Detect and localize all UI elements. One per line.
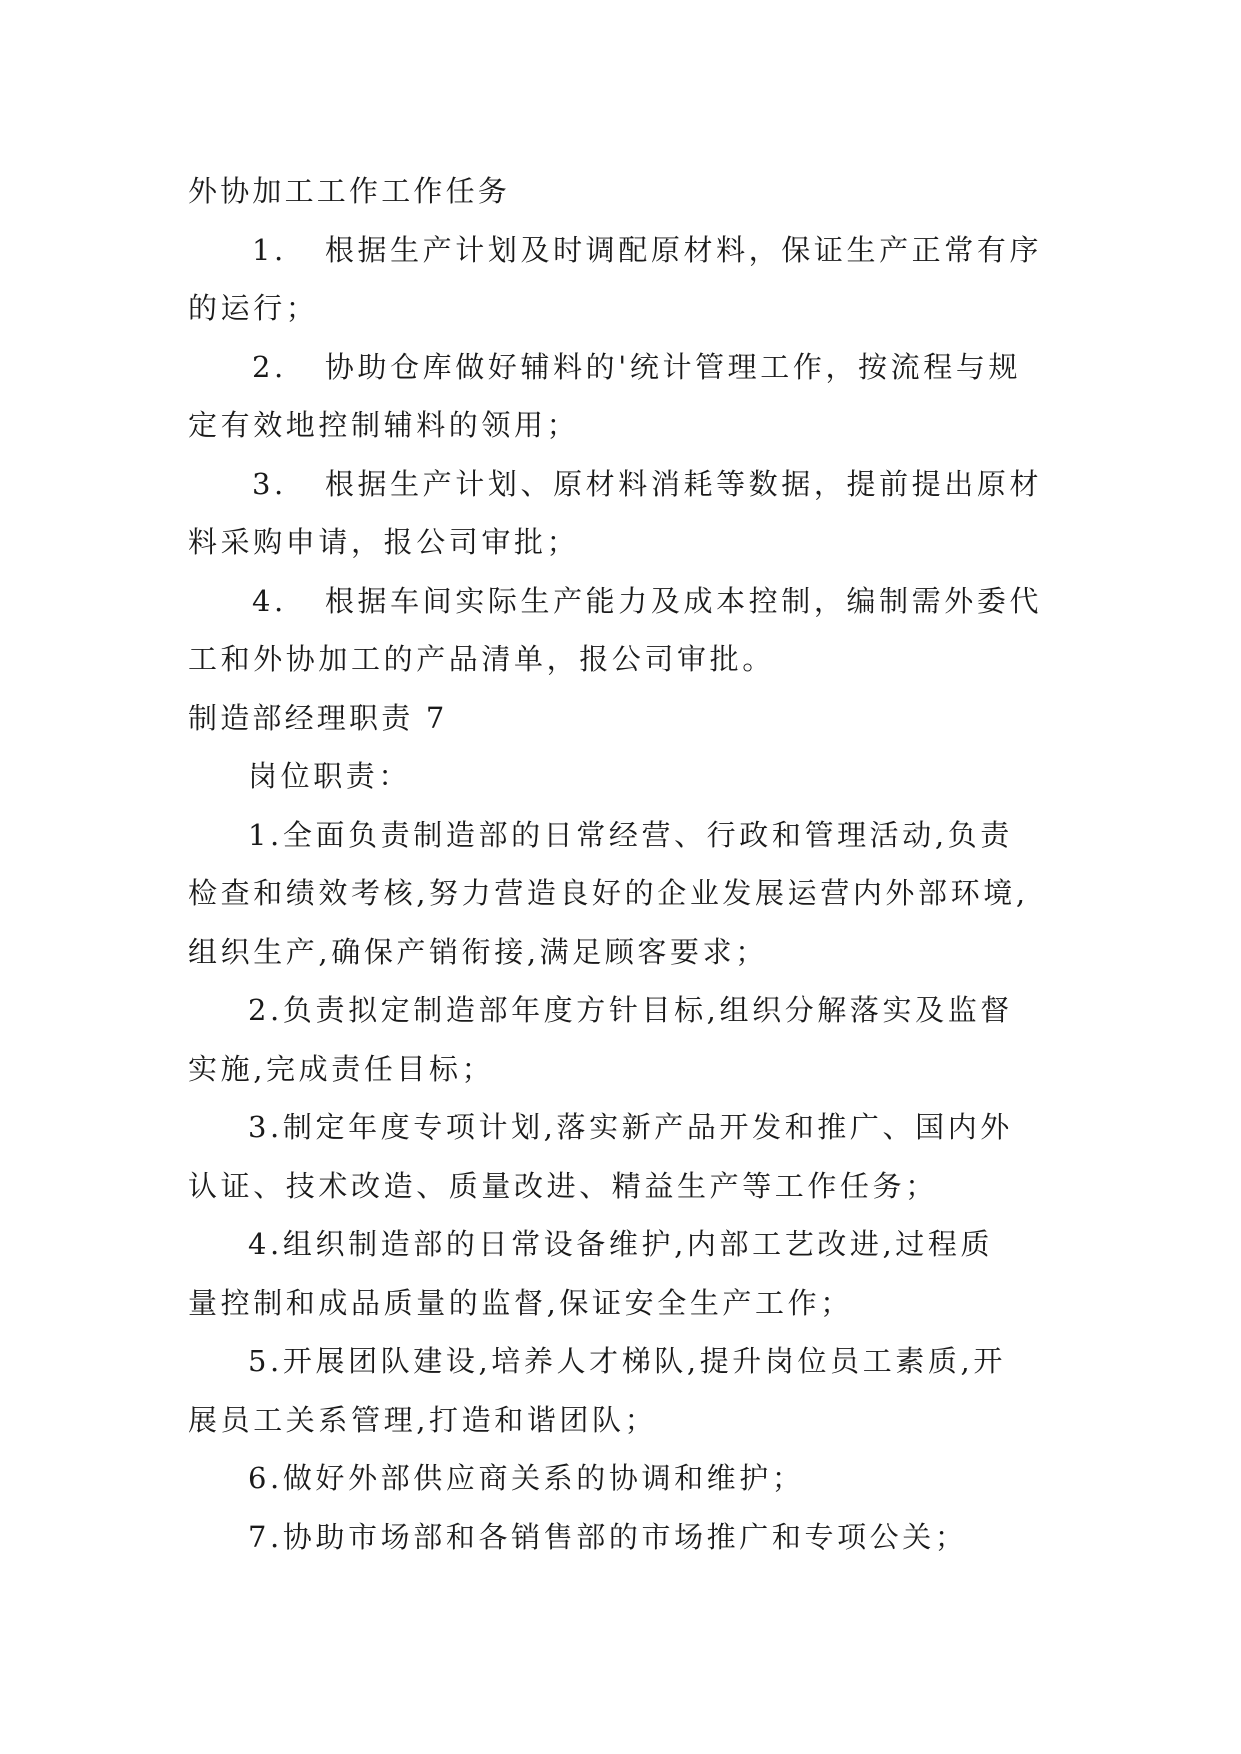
- duty-item-line: 检查和绩效考核,努力营造良好的企业发展运营内外部环境,: [188, 876, 1029, 910]
- list-item: [188, 338, 1058, 397]
- duty-item-line: 量控制和成品质量的监督,保证安全生产工作；: [188, 1285, 853, 1320]
- item-continuation: 的运行；: [188, 291, 319, 325]
- list-item: [188, 572, 1058, 631]
- document-body: [188, 162, 1058, 1566]
- item-text: 根据生产计划、原材料消耗等数据，提前提出原材: [324, 466, 1043, 501]
- duty-item-line: 4.组织制造部的日常设备维护,内部工艺改进,过程质: [248, 1227, 994, 1261]
- section-title: 外协加工工作工作任务: [188, 174, 511, 208]
- duty-item-line: 7.协助市场部和各销售部的市场推广和专项公关；: [248, 1519, 968, 1554]
- section-title: 制造部经理职责 7: [188, 700, 448, 735]
- item-continuation: 工和外协加工的产品清单，报公司审批。: [188, 642, 775, 676]
- duty-item-line: 2.负责拟定制造部年度方针目标,组织分解落实及监督: [248, 993, 1013, 1027]
- duty-item-line: 组织生产,确保产销衔接,满足顾客要求；: [188, 934, 768, 969]
- item-continuation: 料采购申请，报公司审批；: [188, 525, 580, 559]
- item-continuation: 定有效地控制辅料的领用；: [188, 408, 580, 442]
- list-item: [188, 221, 1058, 280]
- item-number: 1.: [252, 232, 287, 267]
- item-number: 3.: [252, 466, 287, 501]
- section-subtitle: 岗位职责：: [248, 759, 412, 793]
- duty-item-line: 展员工关系管理,打造和谐团队；: [188, 1402, 658, 1437]
- duty-item-line: 实施,完成责任目标；: [188, 1051, 495, 1086]
- duty-item-line: 1.全面负责制造部的日常经营、行政和管理活动,负责: [248, 817, 1013, 852]
- item-text: 根据车间实际生产能力及成本控制，编制需外委代: [324, 583, 1043, 618]
- duty-item-line: 5.开展团队建设,培养人才梯队,提升岗位员工素质,开: [248, 1344, 1006, 1378]
- item-text: 协助仓库做好辅料的'统计管理工作，按流程与规: [324, 349, 1022, 384]
- item-text: 根据生产计划及时调配原材料，保证生产正常有序: [324, 232, 1043, 267]
- duty-item-line: 认证、技术改造、质量改进、精益生产等工作任务；: [188, 1168, 938, 1203]
- duty-item-line: 6.做好外部供应商关系的协调和维护；: [248, 1461, 805, 1495]
- item-number: 4.: [252, 583, 287, 618]
- duty-item-line: 3.制定年度专项计划,落实新产品开发和推广、国内外: [248, 1110, 1013, 1144]
- list-item: [188, 455, 1058, 514]
- item-number: 2.: [252, 349, 287, 384]
